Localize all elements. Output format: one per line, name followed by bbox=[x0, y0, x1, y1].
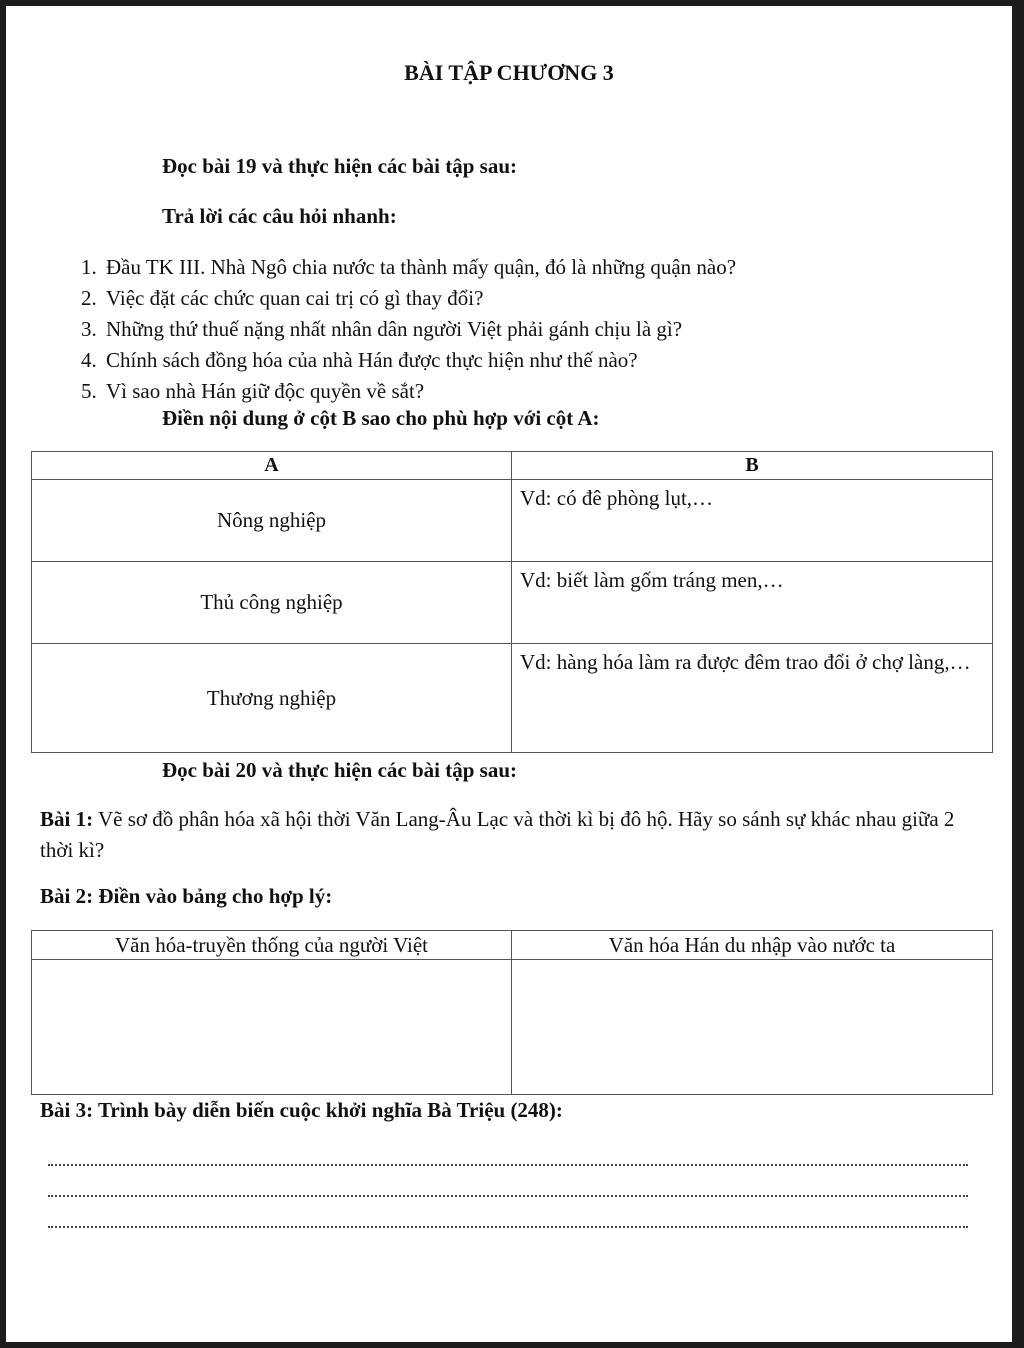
question-item: 3. Những thứ thuế nặng nhất nhân dân người Việt phải gánh chịu là gì? bbox=[102, 314, 736, 345]
row-label-agriculture: Nông nghiệp bbox=[32, 480, 512, 562]
viet-culture-answer-cell[interactable] bbox=[32, 960, 512, 1095]
row-answer-handicraft[interactable]: Vd: biết làm gốm tráng men,… bbox=[512, 562, 993, 644]
row-answer-agriculture[interactable]: Vd: có đê phòng lụt,… bbox=[512, 480, 993, 562]
row-label-handicraft: Thủ công nghiệp bbox=[32, 562, 512, 644]
exercise-2-heading: Bài 2: Điền vào bảng cho hợp lý: bbox=[40, 884, 333, 908]
table-row bbox=[32, 644, 993, 753]
page-title: BÀI TẬP CHƯƠNG 3 bbox=[404, 60, 614, 85]
answer-line[interactable] bbox=[48, 1189, 968, 1197]
question-item: 5. Vì sao nhà Hán giữ độc quyền về sắt? bbox=[102, 376, 736, 407]
exercise-1-text: Vẽ sơ đồ phân hóa xã hội thời Văn Lang-Âu Lạc và thời kì bị đô hộ. Hãy so sánh sự khác nhau giữa 2 thời kì? bbox=[40, 807, 955, 862]
han-culture-header: Văn hóa Hán du nhập vào nước ta bbox=[512, 931, 993, 960]
worksheet-page bbox=[6, 6, 1012, 1342]
fill-column-heading: Điền nội dung ở cột B sao cho phù hợp với cột A: bbox=[162, 406, 600, 430]
table-row bbox=[32, 960, 993, 1095]
table-row bbox=[32, 480, 993, 562]
exercise-1 bbox=[40, 804, 970, 866]
exercise-1-label: Bài 1: bbox=[40, 807, 94, 831]
column-b-header: B bbox=[512, 452, 993, 480]
answer-line[interactable] bbox=[48, 1220, 968, 1228]
han-culture-answer-cell[interactable] bbox=[512, 960, 993, 1095]
column-a-header: A bbox=[32, 452, 512, 480]
row-label-commerce: Thương nghiệp bbox=[32, 644, 512, 753]
section2-heading: Đọc bài 20 và thực hiện các bài tập sau: bbox=[162, 758, 518, 782]
question-item: 2. Việc đặt các chức quan cai trị có gì thay đổi? bbox=[102, 283, 736, 314]
question-item: 4. Chính sách đồng hóa của nhà Hán được thực hiện như thế nào? bbox=[102, 345, 736, 376]
culture-table bbox=[31, 930, 993, 1095]
question-item: 1. Đầu TK III. Nhà Ngô chia nước ta thành mấy quận, đó là những quận nào? bbox=[102, 252, 736, 283]
table-row bbox=[32, 562, 993, 644]
economy-table bbox=[31, 451, 993, 753]
question-list bbox=[66, 252, 736, 407]
viet-culture-header: Văn hóa-truyền thống của người Việt bbox=[32, 931, 512, 960]
answer-line[interactable] bbox=[48, 1158, 968, 1166]
quick-questions-heading: Trả lời các câu hỏi nhanh: bbox=[162, 204, 397, 228]
row-answer-commerce[interactable]: Vd: hàng hóa làm ra được đêm trao đổi ở chợ làng,… bbox=[512, 644, 993, 753]
section1-heading: Đọc bài 19 và thực hiện các bài tập sau: bbox=[162, 154, 518, 178]
exercise-3-heading: Bài 3: Trình bày diễn biến cuộc khởi nghĩa Bà Triệu (248): bbox=[40, 1098, 563, 1122]
